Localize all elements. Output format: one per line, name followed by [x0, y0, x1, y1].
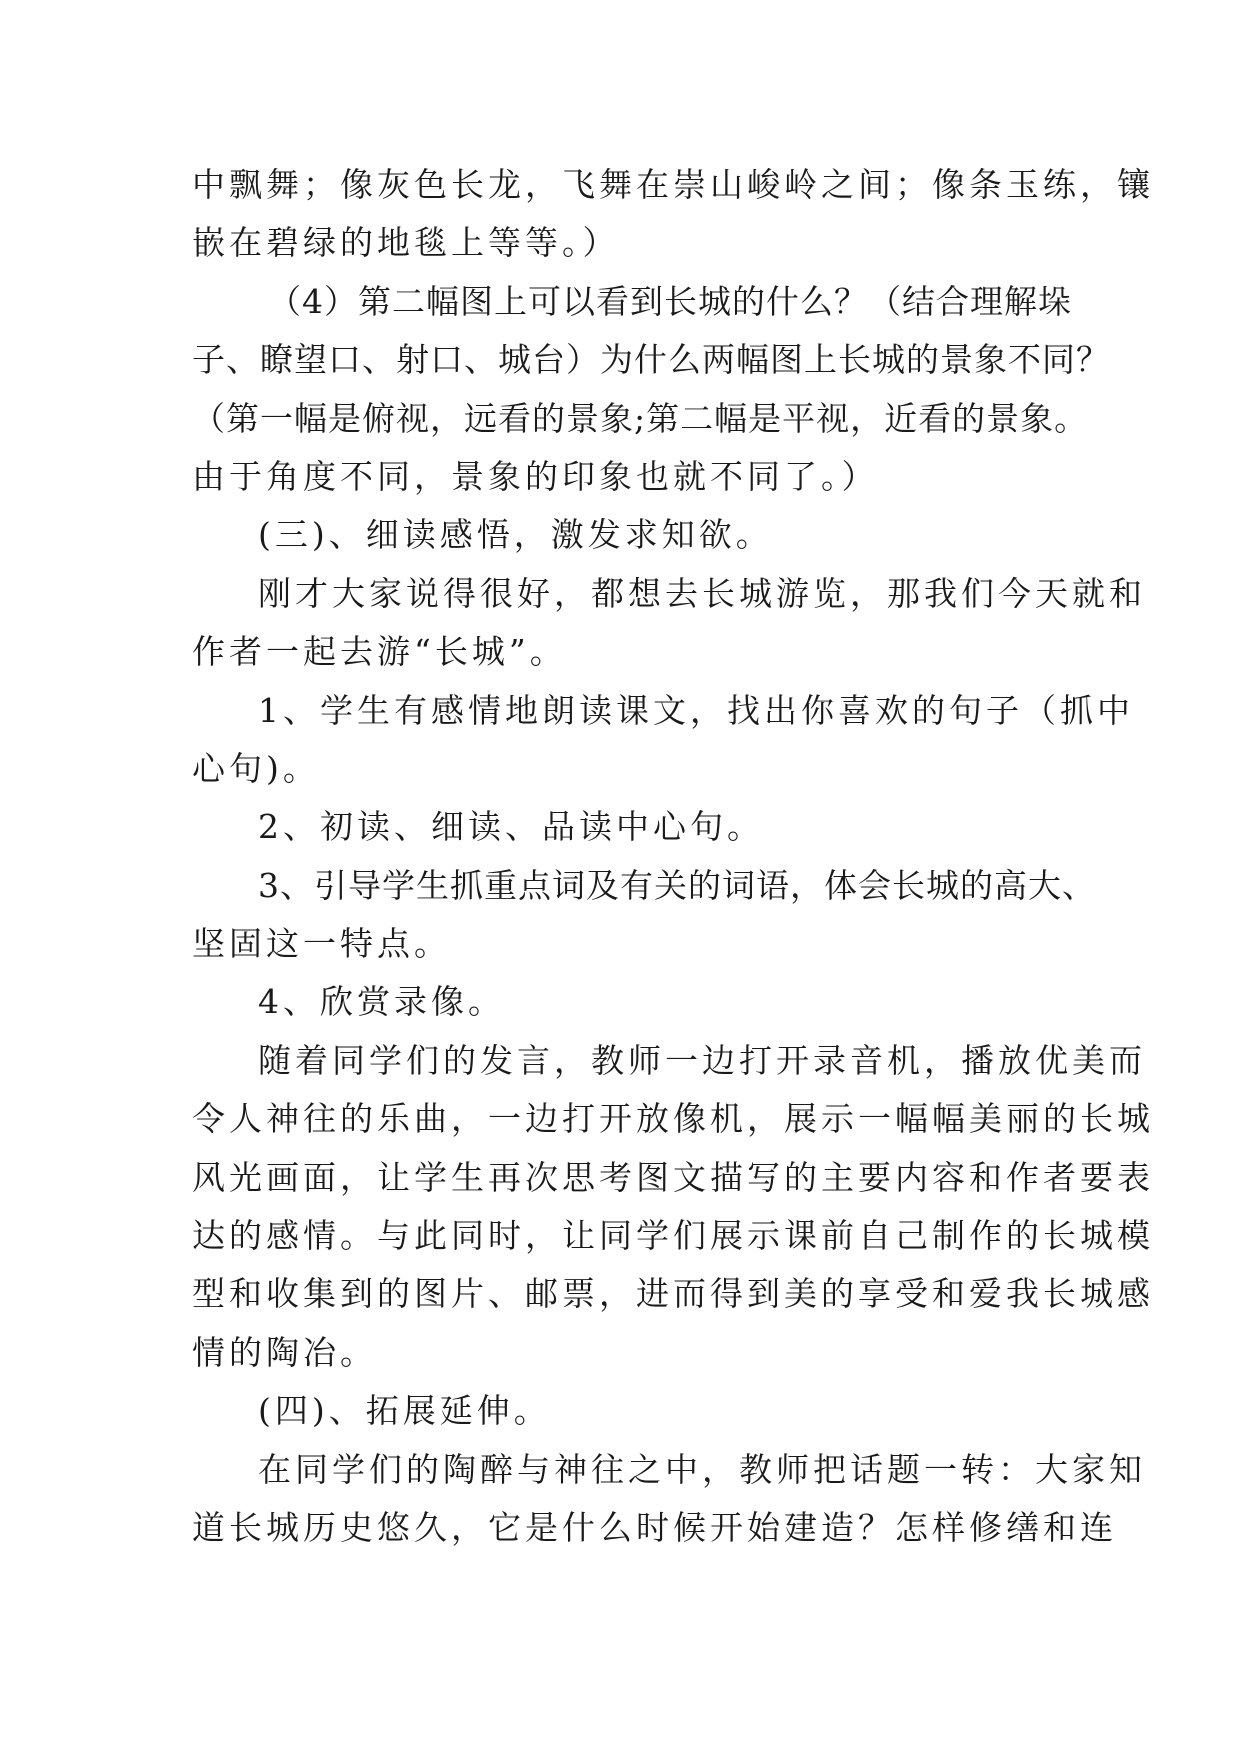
section-heading: (三)、细读感悟，激发求知欲。 [258, 515, 773, 555]
text-line: 4、欣赏录像。 [258, 982, 505, 1022]
document-body [192, 156, 1154, 1557]
text-line: 型和收集到的图片、邮票，进而得到美的享受和爱我长城感 [192, 1274, 1154, 1314]
text-line: 令人神往的乐曲，一边打开放像机，展示一幅幅美丽的长城 [192, 1099, 1154, 1139]
text-line: 中飘舞；像灰色长龙，飞舞在崇山峻岭之间；像条玉练，镶 [192, 165, 1154, 204]
text-line: 2、初读、细读、品读中心句。 [258, 807, 764, 847]
text-line: 刚才大家说得很好，都想去长城游览，那我们今天就和 [258, 573, 1146, 613]
text-line: 子、瞭望口、射口、城台）为什么两幅图上长城的景象不同？ [192, 340, 1110, 380]
text-line: 心句)。 [192, 748, 320, 788]
text-line: （第一幅是俯视，远看的景象;第二幅是平视，近看的景象。 [192, 398, 1089, 438]
text-line: 风光画面，让学生再次思考图文描写的主要内容和作者要表 [192, 1157, 1154, 1197]
text-line: 3、引导学生抓重点词及有关的词语，体会长城的高大、 [258, 865, 1096, 905]
text-line: 道长城历史悠久，它是什么时候开始建造？怎样修缮和连 [192, 1507, 1117, 1547]
text-line: 作者一起去游“长城”。 [192, 632, 567, 672]
text-line: 嵌在碧绿的地毯上等等。） [192, 223, 620, 263]
text-line: 情的陶冶。 [192, 1332, 377, 1372]
text-line: 坚固这一特点。 [192, 924, 451, 964]
text-line: 在同学们的陶醉与神往之中，教师把话题一转：大家知 [258, 1449, 1146, 1489]
text-line: （4）第二幅图上可以看到长城的什么？（结合理解垛 [268, 281, 1072, 321]
text-line: 1、学生有感情地朗读课文，找出你喜欢的句子（抓中 [258, 690, 1134, 730]
text-line: 由于角度不同，景象的印象也就不同了。） [192, 456, 879, 496]
text-line: 达的感情。与此同时，让同学们展示课前自己制作的长城模 [192, 1216, 1154, 1256]
text-line: 随着同学们的发言，教师一边打开录音机，播放优美而 [258, 1040, 1146, 1080]
section-heading: (四)、拓展延伸。 [258, 1391, 551, 1431]
